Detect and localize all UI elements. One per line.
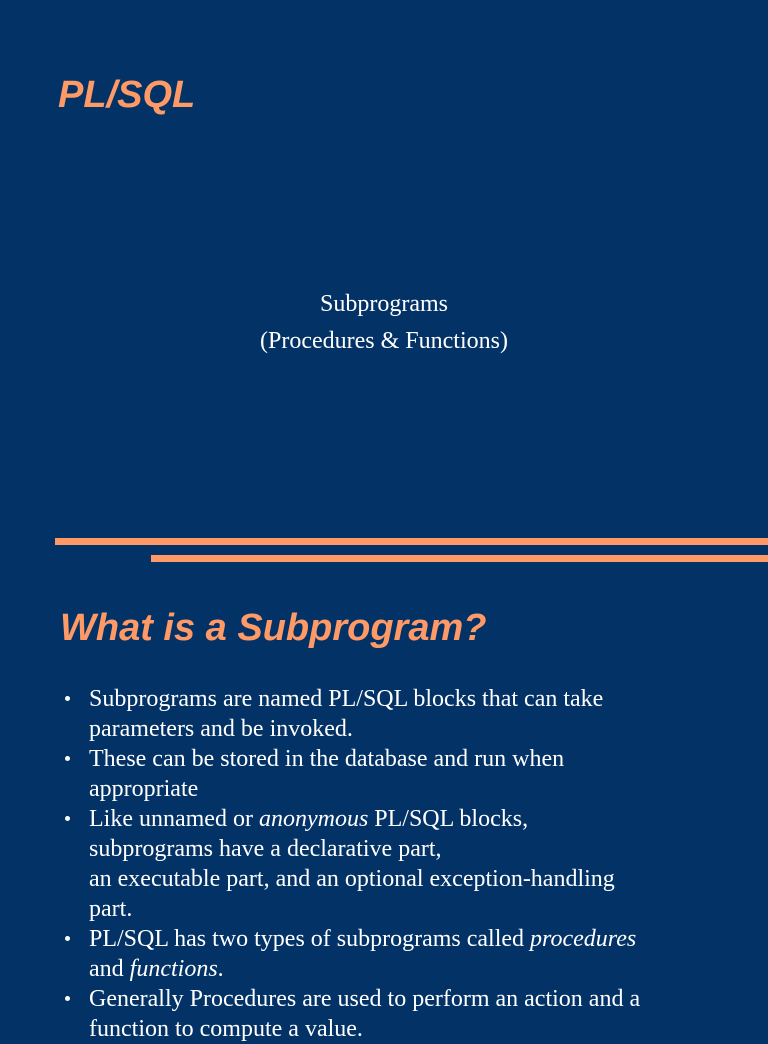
bullet-item — [60, 804, 740, 924]
bullet-text-segment: and — [89, 956, 130, 982]
bullet-text-line — [89, 924, 740, 954]
bullet-emphasis-anonymous: anonymous — [258, 806, 369, 832]
bullet-text-segment: PL/SQL blocks, — [368, 806, 529, 832]
bullet-text-segment: PL/SQL has two types of subprograms called — [89, 926, 531, 952]
bullet-text-line: Subprograms are named PL/SQL blocks that can take — [89, 686, 604, 712]
bullet-dot-icon — [65, 696, 70, 701]
bullet-text-line: function to compute a value. — [89, 1016, 363, 1042]
bullet-text-line: appropriate — [89, 776, 199, 802]
bullet-text-line: an executable part, and an optional exception-handling — [89, 866, 615, 892]
slide-title-what-is-subprogram: What is a Subprogram? — [60, 607, 487, 649]
bullet-emphasis-functions: functions — [129, 956, 218, 982]
bullet-text-segment: . — [217, 956, 224, 982]
bullet-text-line: These can be stored in the database and run when — [89, 746, 565, 772]
bullet-text-line: Generally Procedures are used to perform an action and a — [89, 986, 641, 1012]
bullet-text-line: part. — [89, 896, 133, 922]
subtitle-line-2: (Procedures & Functions) — [260, 328, 508, 354]
subtitle-line-1: Subprograms — [320, 291, 448, 317]
slide-title-plsql: PL/SQL — [58, 74, 196, 116]
slide-divider-bottom — [151, 555, 768, 562]
bullet-list — [60, 684, 740, 1044]
bullet-dot-icon — [65, 996, 70, 1001]
bullet-text-line: subprograms have a declarative part, — [89, 836, 442, 862]
bullet-item — [60, 984, 740, 1044]
bullet-dot-icon — [65, 936, 70, 941]
bullet-item — [60, 924, 740, 984]
bullet-text-line — [89, 954, 740, 984]
bullet-item — [60, 684, 740, 744]
bullet-item — [60, 744, 740, 804]
bullet-text-line — [89, 804, 740, 834]
slide-divider-top — [55, 538, 768, 545]
bullet-text-segment: Like unnamed or — [89, 806, 259, 832]
bullet-text-line: parameters and be invoked. — [89, 716, 353, 742]
bullet-dot-icon — [65, 756, 70, 761]
slide-subtitle — [0, 286, 768, 360]
bullet-emphasis-procedures: procedures — [530, 926, 637, 952]
bullet-dot-icon — [65, 816, 70, 821]
